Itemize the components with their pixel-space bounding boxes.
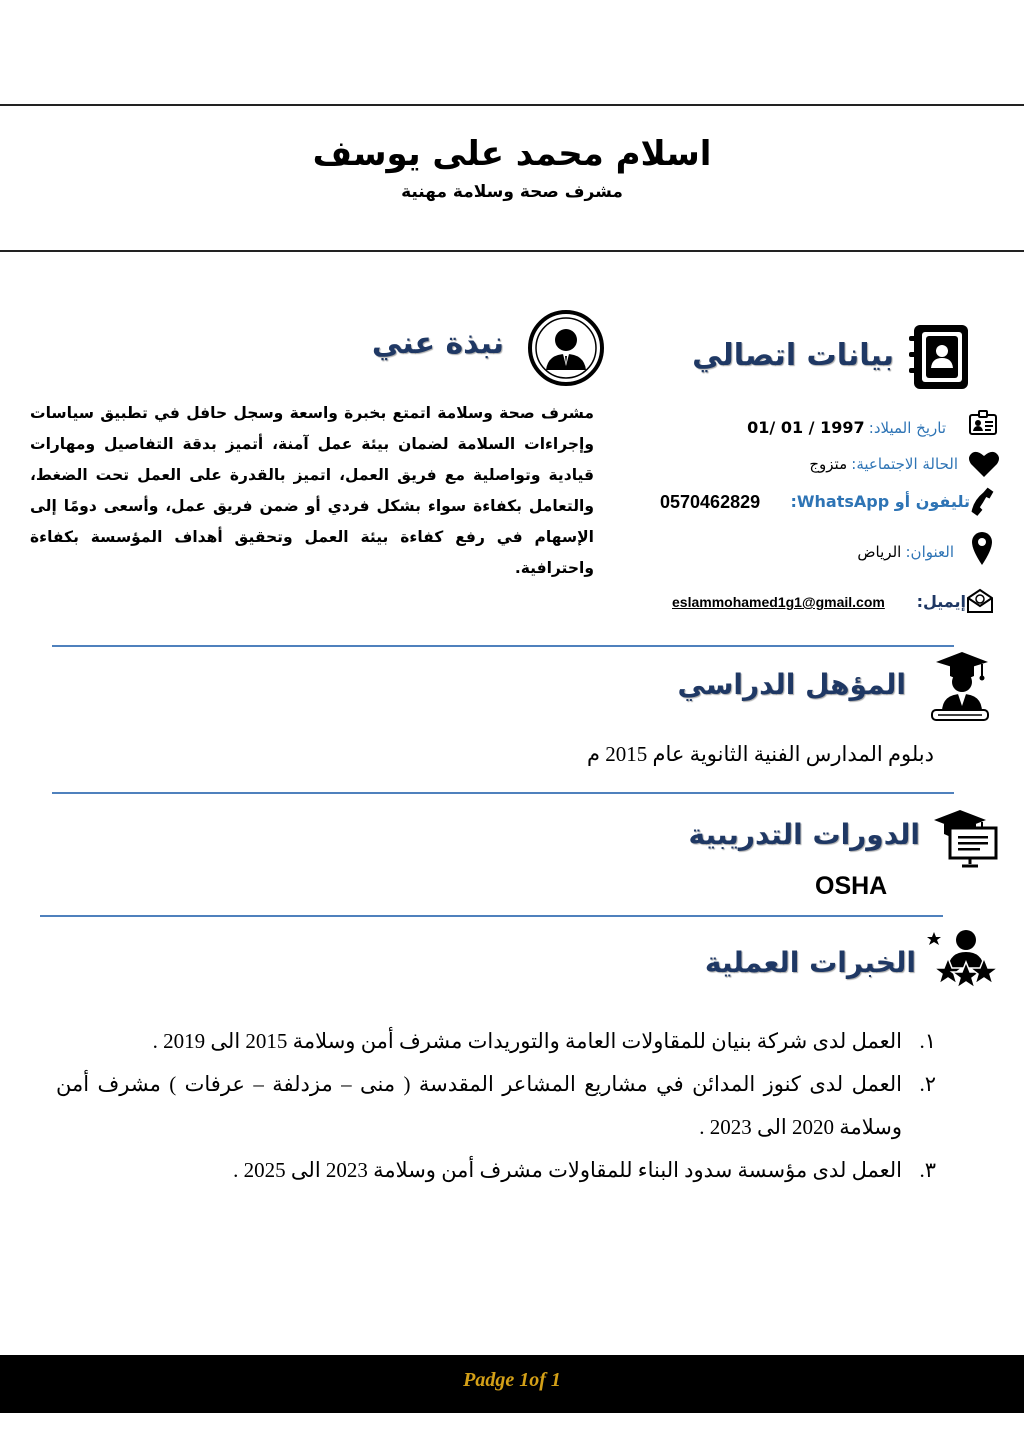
list-item: [56, 1149, 936, 1192]
location-pin-icon: [970, 530, 994, 566]
about-title: نبذة عني: [371, 326, 504, 361]
header-bottom-rule: [0, 250, 1024, 252]
education-text: دبلوم المدارس الفنية الثانوية عام 2015 م: [586, 742, 934, 766]
birth-date-value: 1997 / 01 /01: [747, 418, 865, 437]
list-item-number: ٣.: [919, 1158, 936, 1182]
user-avatar-icon: [526, 308, 606, 388]
education-title: المؤهل الدراسي: [677, 668, 906, 701]
email-envelope-icon: [966, 588, 994, 614]
address-value: الرياض: [857, 543, 902, 561]
experience-list: [56, 1020, 936, 1192]
heart-icon: [968, 450, 1000, 478]
divider-courses: [40, 915, 943, 917]
divider-contact: [52, 645, 954, 647]
address-book-icon: [906, 322, 972, 392]
phone-value: 0570462829: [660, 492, 761, 512]
list-item-text: العمل لدى مؤسسة سدود البناء للمقاولات مشرف أمن وسلامة 2023 الى 2025 .: [233, 1158, 902, 1182]
online-course-icon: [932, 802, 1000, 870]
page-number: Padge 1of 1: [463, 1369, 561, 1391]
birth-date-row: [747, 418, 946, 437]
list-item-text: العمل لدى شركة بنيان للمقاولات العامة والتوريدات مشرف أمن وسلامة 2015 الى 2019 .: [152, 1029, 902, 1053]
list-item: [56, 1020, 936, 1063]
divider-education: [52, 792, 954, 794]
header-top-rule: [0, 104, 1024, 106]
marital-status-value: متزوج: [809, 455, 848, 473]
list-item-number: ١.: [919, 1029, 936, 1053]
list-item-text: العمل لدى كنوز المدائن في مشاريع المشاعر المقدسة ( منى – مزدلفة – عرفات ) مشرف أمن وسلامة 2020 الى 2023 .: [56, 1072, 902, 1139]
address-row: [857, 543, 954, 561]
header: [0, 108, 1024, 250]
email-link[interactable]: eslammohamed1g1@gmail.com: [672, 594, 885, 610]
phone-row: [790, 492, 970, 511]
marital-status-row: [809, 455, 958, 473]
phone-label: تليفون أو WhatsApp:: [790, 492, 970, 511]
address-label: العنوان:: [905, 543, 954, 561]
contact-title: بيانات اتصالي: [692, 338, 894, 373]
list-item-number: ٢.: [919, 1072, 936, 1096]
birth-date-label: تاريخ الميلاد:: [868, 419, 946, 437]
email-label: إيميل:: [916, 592, 966, 611]
about-text: مشرف صحة وسلامة اتمتع بخبرة واسعة وسجل حافل في تطبيق سياسات وإجراءات السلامة لضمان بيئة عمل آمنة، أتميز بدقة التفاصيل ومهارات قيادية وتواصلية مع فريق العمل، اتميز بالقدرة على العمل تحت الضغط، والتعامل بكفاءة سواء بشكل فردي أو ضمن فريق عمل، وأسعى دومًا إلى الإسهام في رفع كفاءة بيئة العمل وتحقيق أهداف المؤسسة بكفاءة واحترافية.: [30, 404, 594, 577]
team-stars-icon: [924, 928, 998, 988]
list-item: [56, 1063, 936, 1149]
phone-icon: [966, 487, 996, 517]
job-title: مشرف صحة وسلامة مهنية: [401, 182, 623, 202]
marital-status-label: الحالة الاجتماعية:: [851, 455, 958, 473]
email-row: [917, 592, 966, 611]
experience-title: الخبرات العملية: [704, 946, 916, 979]
footer-bar: [0, 1355, 1024, 1413]
id-card-icon: [968, 410, 998, 436]
graduate-icon: [928, 650, 992, 724]
course-osha: OSHA: [815, 872, 888, 900]
person-name: اسلام محمد على يوسف: [312, 134, 712, 174]
courses-title: الدورات التدريبية: [688, 818, 920, 851]
